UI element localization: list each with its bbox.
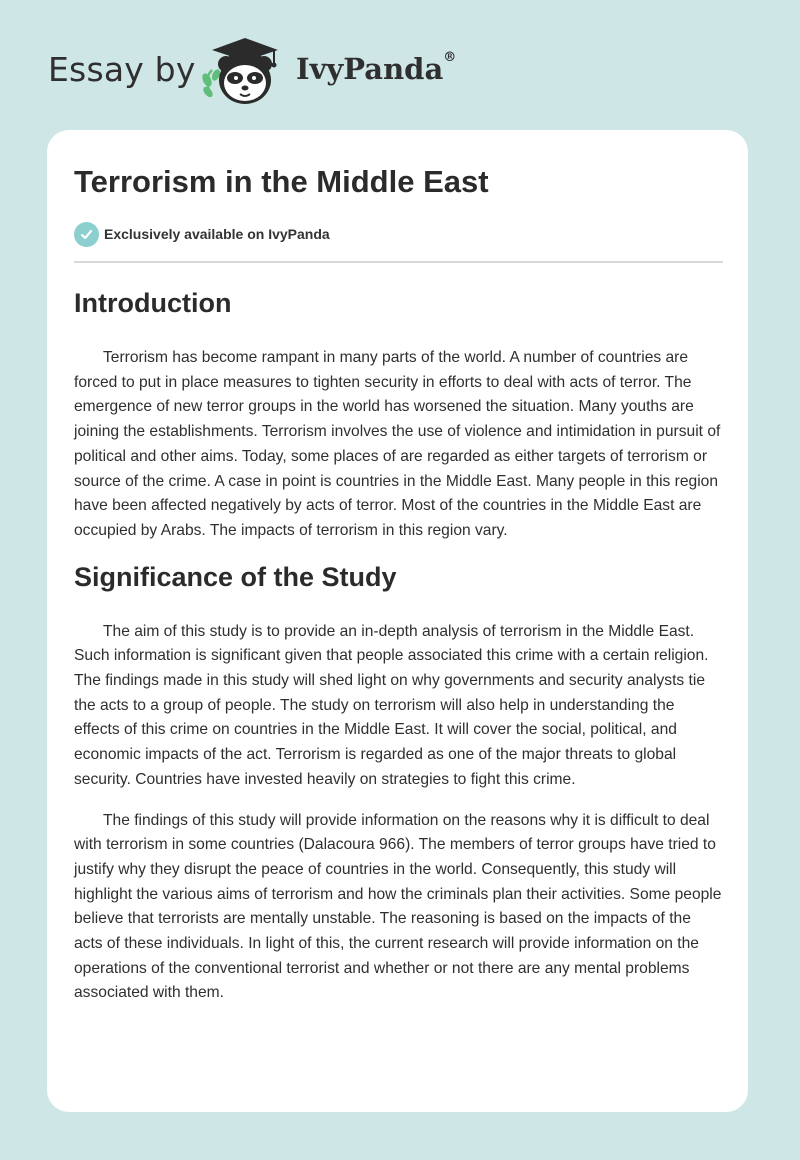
divider: [74, 261, 723, 263]
brand-prefix: Essay by: [48, 50, 196, 89]
exclusive-badge: [74, 221, 330, 247]
article-card: [47, 130, 748, 1112]
site-header: [0, 0, 800, 130]
section-heading-significance: Significance of the Study: [74, 561, 397, 592]
brand-name-text: IvyPanda: [296, 52, 444, 86]
paragraph: Terrorism has become rampant in many parts of the world. A number of countries are forced to put in place measures to tighten security in efforts to deal with acts of terror. The emergence of new terror groups in the world has worsened the situation. Many youths are joining the establishments. Terrorism involves the use of violence and intimidation in pursuit of political and other aims. Today, some places of are regarded as either targets of terrorism or source of the crime. A case in point is countries in the Middle East. Many people in this region have been affected negatively by acts of terror. Most of the countries in the Middle East are occupied by Arabs. The impacts of terrorism in this region vary.: [74, 349, 721, 539]
badge-text: Exclusively available on IvyPanda: [104, 226, 330, 242]
check-circle-icon: [74, 222, 99, 247]
registered-mark: ®: [443, 50, 457, 65]
article-body: [74, 280, 723, 1006]
page-title: Terrorism in the Middle East: [74, 164, 489, 199]
paragraph: The aim of this study is to provide an in-depth analysis of terrorism in the Middle East. Such information is significant given that people associated this crime with a certain religion. The findings made in this study will shed light on why governments and security analysts tie the acts to a group of people. The study on terrorism will also help in understanding the effects of this crime on countries in the Middle East. It will cover the social, political, and economic impacts of the act. Terrorism is regarded as one of the major threats to global security. Countries have invested heavily on strategies to fight this crime.: [74, 622, 709, 788]
panda-graduate-icon[interactable]: [196, 34, 294, 108]
brand-name[interactable]: [296, 52, 456, 86]
section-heading-introduction: Introduction: [74, 288, 232, 318]
paragraph: The findings of this study will provide information on the reasons why it is difficult to deal with terrorism in some countries (Dalacoura 966). The members of terror groups have tried to justify why they disrupt the peace of countries in the world. Consequently, this study will highlight the various aims of terrorism and how the criminals plan their activities. Some people believe that terrorists are mentally unstable. The reasoning is based on the impacts of the acts of these individuals. In light of this, the current research will provide information on the operations of the conventional terrorist and whether or not there are any mental problems associated with them.: [74, 811, 722, 1002]
